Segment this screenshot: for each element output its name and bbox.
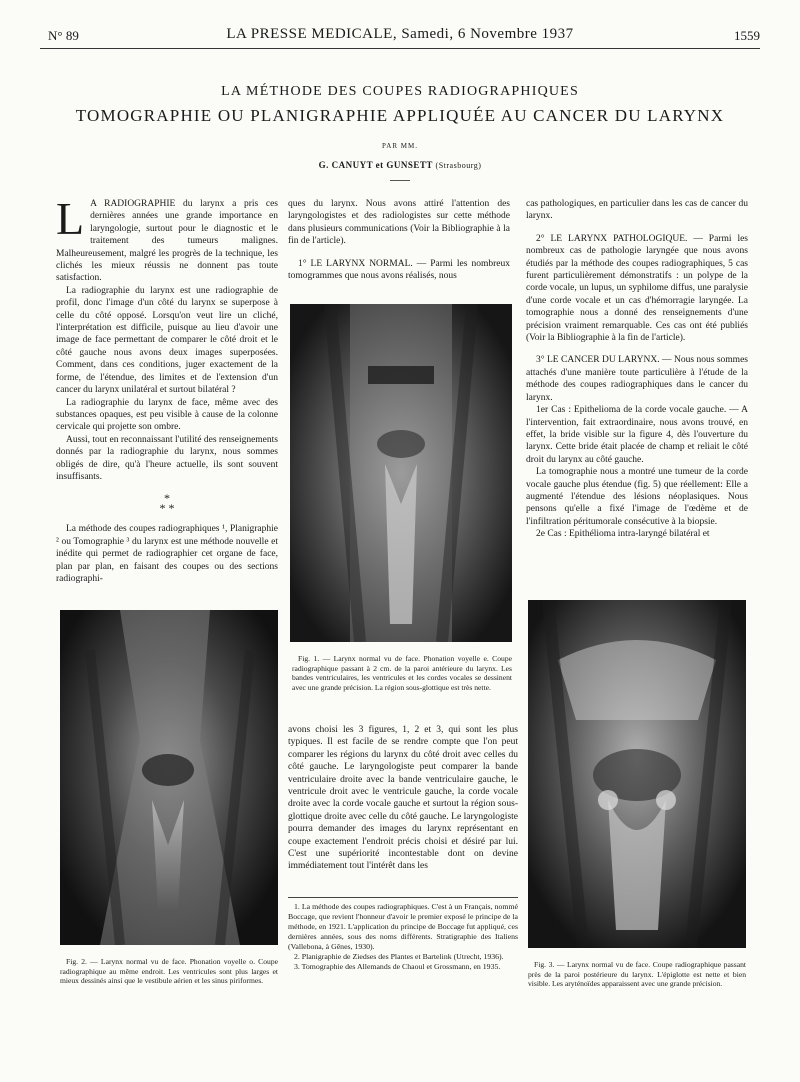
figure-1-caption [292,654,512,692]
paragraph: avons choisi les 3 figures, 1, 2 et 3, qui sont les plus typiques. Il est facile de se rendre compte que l'on peut comparer les régions du larynx du côté droit avec celles du côté gauche. Le laryngologiste peut comparer la bande ventriculaire droite avec la bande ventriculaire gauche, le ventricule droit avec le ventricule gauche, la corde vocale droite avec la corde vocale gauche et surtout la région sous-glottique droite avec celle du côté gauche. Le laryngologiste pourra demander des images du larynx représentant en coupe exactement l'endroit précis choisi et désiré par lui. C'est une supériorité incontestable dont on devine immédiatement tout l'intérêt dans les [288,725,518,872]
column-2 [288,198,510,282]
paragraph: 1er Cas : Epithelioma de la corde vocale gauche. — A l'intervention, fait extraordinaire, nous avons trouvé, en effet, la bride visible sur la figure 4, dès l'ouverture du larynx. Cette bride était placée de champ et reliait le côté droit du larynx au côté gauche. [526,405,748,465]
figure-3-caption [528,960,746,989]
column-1 [56,193,278,585]
footnote-1: 1. La méthode des coupes radiographiques. C'est à un Français, nommé Boccage, que revient l'honneur d'avoir le premier exposé le principe de la méthode, en 1921. L'application du principe de Boccage fut appliqué, ces dernières années, sous des noms différents. Stratigraphie des Italiens (Vallebona, à Gênes, 1930). [288,902,518,951]
footnotes [288,902,518,972]
caption-text: Fig. 3. — Larynx normal vu de face. Coupe radiographique passant près de la paroi postérieure du larynx. L'épiglotte est nette et bien visible. Les aryténoïdes apparaissent avec une grande précision. [528,960,746,989]
paragraph: A RADIOGRAPHIE du larynx a pris ces dernières années une grande importance en laryngologie, surtout pour le diagnostic et le traitement des tumeurs malignes. Malheureusement, malgré les progrès de la technique, les clichés les mieux réussis ne donnent pas toute satisfaction. [56,199,278,284]
author-names: G. CANUYT et GUNSETT [318,160,433,170]
author-city: (Strasbourg) [435,161,482,170]
separator-stars: * * [159,501,175,516]
paragraph: La méthode des coupes radiographiques ¹, Planigraphie ² ou Tomographie ³ du larynx est une méthode nouvelle et inédite qui permet de radiographier cet organe de face, plan par plan, en faisant des coupes ou des sections radiographi- [56,524,278,584]
paragraph: 1° LE LARYNX NORMAL. — Parmi les nombreux tomogrammes que nous avons réalisés, nous [288,258,510,282]
paragraph: cas pathologiques, en particulier dans les cas de cancer du larynx. [526,199,748,222]
journal-title: LA PRESSE MEDICALE, Samedi, 6 Novembre 1937 [226,26,574,42]
paragraph: 2° LE LARYNX PATHOLOGIQUE. — Parmi les nombreux cas de pathologie laryngée que nous avons étudiés par la méthode des coupes radiographiques, 5 cas furent particulièrement démonstratifs : un polype de la corde vocale, un lupus, un syphilome diffus, une paralysie d'une corde vocale et un cas d'hémorragie laryngée. La tomographie nous a donné des renseignements d'une précision vraiment remarquable. Ces cas ont été publiés (Voir la Bibliographie à la fin de l'article). [526,233,748,344]
article-title: TOMOGRAPHIE OU PLANIGRAPHIE APPLIQUÉE AU CANCER DU LARYNX [75,106,725,125]
column-2-continued [288,724,518,873]
separator-star: * [164,491,170,506]
caption-text: Fig. 2. — Larynx normal vu de face. Phonation voyelle o. Coupe radiographique au même endroit. Les ventricules sont plus larges et mieux dessinés ainsi que le vestibule aérien et les sinus piriformes. [60,957,278,986]
section-separator [56,491,278,516]
drop-cap: L [56,193,85,244]
figure-1-image [290,304,512,642]
paragraph: 2e Cas : Epithélioma intra-laryngé bilatéral et [536,529,710,540]
article-kicker: LA MÉTHODE DES COUPES RADIOGRAPHIQUES [221,84,579,99]
running-header [40,26,760,48]
figure-3-image [528,600,746,948]
caption-text: Fig. 1. — Larynx normal vu de face. Phonation voyelle e. Coupe radiographique passant à 2 cm. de la paroi antérieure du larynx. Les bandes ventriculaires, les ventricules et les cordes vocales se dessinent avec une grande précision. La région sous-glottique est très nette. [292,654,512,692]
column-3 [526,198,748,541]
figure-2-image [60,610,278,945]
paragraph: La radiographie du larynx de face, même avec des substances opaques, est peu visible à cause de la colonne cervicale qui projette son ombre. [56,397,278,433]
footnote-3: 3. Tomographie des Allemands de Chaoul et Grossmann, en 1935. [294,962,501,971]
paragraph: Aussi, tout en reconnaissant l'utilité des renseignements donnés par la radiographie du larynx, nous sommes obligés de dire, qu'à l'heure actuelle, ils sont souvent insuffisants. [56,434,278,482]
footnote-rule [288,897,518,898]
figure-2-caption [60,957,278,986]
page-number: 1559 [734,28,760,43]
byline-rule [390,180,410,181]
paragraph: La tomographie nous a montré une tumeur de la corde vocale gauche plus étendue (fig. 5) que réellement: Elle a augmenté l'étendue des lésions néoplasiques. Nous pensons qu'elle a fixé l'image de l'œdème et de l'infiltration péritumorale consécutive à la biopsie. [526,467,748,527]
footnote-2: 2. Planigraphie de Ziedses des Plantes et Bartelink (Utrecht, 1936). [294,952,504,961]
byline-par: PAR MM. [382,142,418,150]
paragraph: 3° LE CANCER DU LARYNX. — Nous nous sommes attachés d'une manière toute particulière à l'étude de la méthode des coupes radiographiques dans le cancer du larynx. [526,355,748,403]
issue-number: N° 89 [48,28,79,43]
header-rule [40,48,760,49]
article-authors [40,160,760,170]
paragraph: ques du larynx. Nous avons attiré l'attention des laryngologistes et des radiologistes sur cette méthode dans plusieurs communications (Voir la Bibliographie à la fin de l'article). [288,199,510,247]
paragraph: La radiographie du larynx est une radiographie de profil, donc l'image d'un côté du larynx se superpose à celle du côté opposé. Lorsqu'on veut lire un cliché, l'interprétation est difficile, puisque au lieu d'avoir une image de face permettant de comparer le côté droit et le côté gauche nous avons deux images superposées. Comment, dans ces conditions, juger exactement de la forme, de l'étendue, des limites et de l'extension d'un cancer du larynx unilatéral et surtout bilatéral ? [56,285,278,396]
